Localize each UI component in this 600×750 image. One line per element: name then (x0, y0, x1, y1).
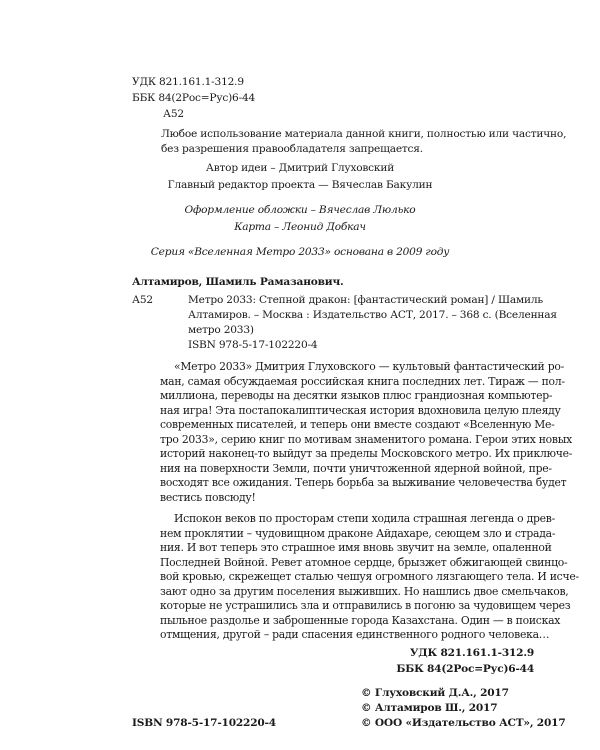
isbn-footer: ISBN 978-5-17-102220-4 (132, 717, 276, 729)
annotation-1-line: ман, самая обсуждаемая российская книга последних лет. Тираж — пол- (160, 374, 565, 388)
udk-code: УДК 821.161.1-312.9 (132, 76, 244, 88)
annotation-1-line: «Метро 2033» Дмитрия Глуховского — культовый фантастический ро- (174, 360, 564, 373)
annotation-paragraph-1 (160, 360, 573, 505)
annotation-2-line: Испокон веков по просторам степи ходила страшная легенда о древ- (174, 512, 555, 525)
catalog-entry-line-3: метро 2033) (188, 324, 254, 336)
annotation-1-line: современных писателей, и теперь они вместе создают «Вселенную Ме- (160, 418, 555, 431)
catalog-isbn: ISBN 978-5-17-102220-4 (188, 339, 318, 351)
annotation-2-line: нем проклятии – чудовищном драконе Айдахаре, сеющем зло и страда- (160, 526, 556, 540)
annotation-1-line: историй наконец-то выйдут за пределы Московского метро. Их приключе- (160, 447, 573, 460)
annotation-1-line: тро 2033», серию книг по мотивам знаменитого романа. Герои этих новых (160, 432, 572, 446)
bottom-udk-code: УДК 821.161.1-312.9 (409, 647, 534, 659)
map-credit: Карта – Леонид Добкач (234, 221, 366, 233)
annotation-paragraph-2 (160, 512, 579, 643)
annotation-2-line: вой кровью, скрежещет сталью чешуя огромного лязгающего тела. И исче- (160, 570, 579, 583)
annotation-2-line: Последней Войной. Ревет атомное сердце, брызжет обжигающей свинцо- (160, 555, 568, 569)
annotation-2-line: зают одно за другим поселения выживших. Но нашлись двое смельчаков, (160, 584, 569, 598)
rights-notice-line-1: Любое использование материала данной книги, полностью или частично, (161, 128, 567, 140)
bbk-code: ББК 84(2Рос=Рус)6-44 (132, 92, 256, 104)
bottom-bbk-code: ББК 84(2Рос=Рус)6-44 (396, 663, 534, 675)
annotation-2-line: ния. И вот теперь это страшное имя вновь звучит на земле, опаленной (160, 541, 552, 554)
author-mark: А52 (163, 108, 184, 120)
annotation-1-line: вестись повсюду! (160, 490, 256, 504)
copyright-line: © ООО «Издательство АСТ», 2017 (361, 717, 566, 729)
catalog-mark: А52 (132, 294, 153, 306)
catalog-entry-line-2: Алтамиров. – Москва : Издательство АСТ, 2017. – 368 с. (Вселенная (188, 309, 557, 321)
annotation-2-line: которые не устрашились зла и отправились в погоню за чудовищем через (160, 599, 571, 612)
annotation-2-line: отмщения, другой – ради спасения единственного родного человека… (160, 628, 550, 641)
annotation-1-line: восходят все ожидания. Теперь борьба за выживание человечества будет (160, 476, 567, 489)
series-note: Серия «Вселенная Метро 2033» основана в 2009 году (150, 246, 450, 258)
copyright-line: © Алтамиров Ш., 2017 (361, 702, 498, 714)
annotation-2-line: пыльное раздолье и заброшенные города Казахстана. Один — в поисках (160, 613, 561, 627)
chief-editor-credit: Главный редактор проекта — Вячеслав Бакулин (167, 179, 433, 191)
rights-notice-line-2: без разрешения правообладателя запрещается. (161, 143, 423, 155)
annotation-1-line: миллиона, переводы на десятки языков плюс грандиозная компьютер- (160, 389, 553, 402)
catalog-author-heading: Алтамиров, Шамиль Рамазанович. (132, 276, 344, 288)
cover-design-credit: Оформление обложки – Вячеслав Люлько (184, 204, 416, 216)
annotation-1-line: ная игра! Эта постапокалиптическая история вдохновила целую плеяду (160, 403, 561, 417)
copyright-line: © Глуховский Д.А., 2017 (361, 687, 509, 699)
annotation-1-line: ния на поверхности Земли, почти уничтоженной ядерной войной, пре- (160, 461, 552, 475)
catalog-entry-line-1: Метро 2033: Степной дракон: [фантастический роман] / Шамиль (188, 294, 543, 306)
idea-author-credit: Автор идеи – Дмитрий Глуховский (205, 162, 395, 174)
